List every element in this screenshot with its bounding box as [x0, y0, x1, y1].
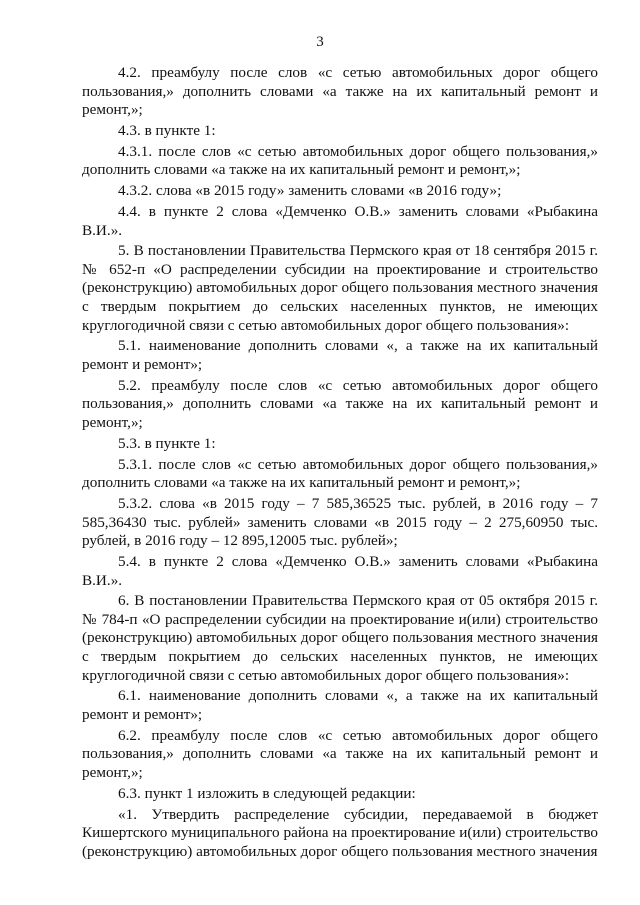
paragraph-6-3: 6.3. пункт 1 изложить в следующей редакции: [118, 784, 416, 802]
paragraph-4-2: 4.2. преамбулу после слов «с сетью автомобильных дорог общего пользования,» дополнить словами «а также на их капитальный ремонт и ремонт,»; [82, 64, 598, 119]
paragraph-5-4: 5.4. в пункте 2 слова «Демченко О.В.» заменить словами «Рыбакина В.И.». [82, 552, 598, 589]
paragraph-4-4: 4.4. в пункте 2 слова «Демченко О.В.» заменить словами «Рыбакина В.И.». [82, 202, 598, 239]
paragraph-5-2: 5.2. преамбулу после слов «с сетью автомобильных дорог общего пользования,» дополнить словами «а также на их капитальный ремонт и ремонт,»; [82, 376, 598, 431]
paragraph-5-3-1: 5.3.1. после слов «с сетью автомобильных дорог общего пользования,» дополнить словами «а также на их капитальный ремонт и ремонт,»; [82, 455, 598, 492]
document-body [82, 64, 598, 861]
paragraph-5-1: 5.1. наименование дополнить словами «, а также на их капитальный ремонт и ремонт»; [82, 337, 598, 374]
paragraph-5: 5. В постановлении Правительства Пермского края от 18 сентября 2015 г. № 652-п «О распределении субсидии на проектирование и строительство (реконструкцию) автомобильных дорог общего пользования местного значения с твердым покрытием до сельских населенных пунктов, не имеющих круглогодичной связи с сетью автомобильных дорог общего пользования»: [82, 242, 598, 334]
paragraph-6-2: 6.2. преамбулу после слов «с сетью автомобильных дорог общего пользования,» дополнить словами «а также на их капитальный ремонт и ремонт,»; [82, 726, 598, 781]
paragraph-6-3-quote: «1. Утвердить распределение субсидии, передаваемой в бюджет Кишертского муниципального района на проектирование и(или) строительство (реконструкцию) автомобильных дорог общего пользования местного значения [82, 805, 598, 860]
paragraph-6-1: 6.1. наименование дополнить словами «, а также на их капитальный ремонт и ремонт»; [82, 687, 598, 724]
paragraph-5-3: 5.3. в пункте 1: [118, 434, 216, 452]
paragraph-4-3: 4.3. в пункте 1: [118, 121, 216, 139]
paragraph-4-3-2: 4.3.2. слова «в 2015 году» заменить словами «в 2016 году»; [118, 182, 502, 200]
paragraph-4-3-1: 4.3.1. после слов «с сетью автомобильных дорог общего пользования,» дополнить словами «а также на их капитальный ремонт и ремонт,»; [82, 142, 598, 179]
page-number: 3 [316, 34, 324, 50]
paragraph-6: 6. В постановлении Правительства Пермского края от 05 октября 2015 г. № 784-п «О распределении субсидии на проектирование и(или) строительство (реконструкцию) автомобильных дорог общего пользования местного значения с твердым покрытием до сельских населенных пунктов, не имеющих круглогодичной связи с сетью автомобильных дорог общего пользования»: [82, 592, 598, 684]
paragraph-5-3-2: 5.3.2. слова «в 2015 году – 7 585,36525 тыс. рублей, в 2016 году – 7 585,36430 тыс. рублей» заменить словами «в 2015 году – 2 275,60950 тыс. рублей, в 2016 году – 12 895,12005 тыс. рублей»; [82, 494, 598, 550]
